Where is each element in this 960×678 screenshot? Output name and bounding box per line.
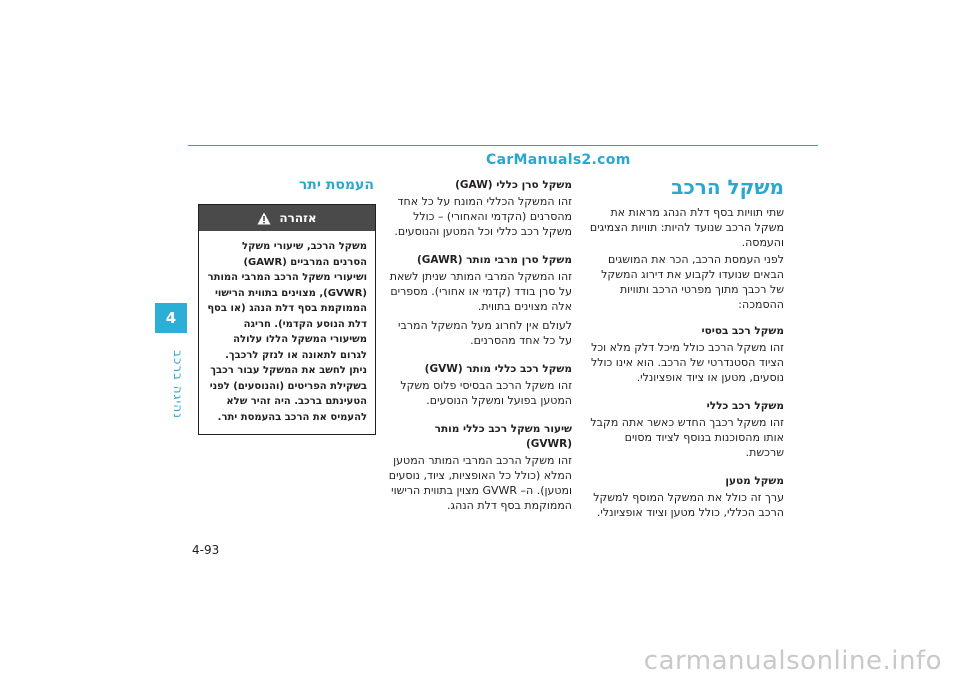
subsection [386, 253, 572, 314]
subsection-heading: משקל רכב בסיסי [701, 325, 784, 337]
section-title-overloading: העמסת יתר [298, 177, 374, 193]
subsection-text: זהו משקל הרכב כולל מיכל דלק מלא וכל הציוד הסטנדרטי של הרכב. הוא אינו כולל נוסעים, מטען או ציוד אופציונלי. [590, 341, 784, 384]
warning-box [198, 204, 376, 435]
subsection-heading: שיעור משקל רכב כללי מותר (GVWR) [434, 423, 572, 450]
right-column [588, 175, 784, 534]
warning-triangle-icon [257, 212, 271, 225]
intro-paragraph-2: לפני העמסת הרכב, הכר את המושגים הבאים שנועדו לקבוע את דירוג המשקל של רכבך מתוך מפרטי הרכב ותוויות ההסמכה: [601, 253, 784, 311]
page-number: 4-93 [192, 543, 220, 557]
subsection-text: זהו משקל הרכב הבסיסי פלוס משקל המטען בפועל ומשקל הנוסעים. [400, 379, 572, 407]
subsection-heading: משקל מטען [725, 475, 784, 487]
subsection [588, 399, 784, 460]
middle-column [386, 178, 572, 527]
chapter-tab: 4 [155, 303, 187, 333]
warning-header [199, 205, 375, 231]
subsection-heading: משקל רכב כללי [706, 400, 784, 412]
subsection-heading: משקל סרן מרבי מותר (GAWR) [416, 254, 572, 266]
subsection [588, 324, 784, 385]
left-column [198, 176, 374, 206]
axle-note: לעולם אין לחרוג מעל המשקל המרבי על כל אחד מהסרנים. [398, 319, 572, 347]
subsection-text: זהו המשקל המרבי המותר שניתן לשאת על סרן בודד (קדמי או אחורי). מספרים אלה מצוינים בתווית. [389, 270, 572, 313]
subsection [588, 474, 784, 520]
subsection-text: ערך זה כולל את המשקל המוסף למשקל הרכב הכללי, כולל מטען וציוד אופציונלי. [593, 491, 784, 519]
subsection-heading: משקל סרן כללי (GAW) [455, 179, 572, 191]
subsection [386, 422, 572, 513]
warning-label: אזהרה [279, 211, 317, 225]
subsection [386, 362, 572, 408]
site-watermark-top[interactable]: CarManuals2.com [486, 152, 631, 168]
section-title-vehicle-weight: משקל הרכב [671, 175, 784, 199]
subsection-heading: משקל רכב כללי מותר (GVW) [424, 363, 572, 375]
subsection-text: זהו המשקל הכללי המונח על כל אחד מהסרנים (הקדמי והאחורי) – כולל משקל רכב כללי וכל המטען והנוסעים. [394, 195, 572, 238]
chapter-label: נהיגה ברכב [171, 350, 185, 419]
site-watermark-bottom[interactable]: carmanualsonline.info [643, 646, 942, 676]
subsection-text: זהו משקל רכבך החדש כאשר אתה מקבל אותו מהסוכנות בנוסף לציוד מסוים שרכשת. [590, 416, 784, 459]
subsection-text: זהו משקל הרכב המרבי המותר המטען המלא (כולל כל האופציות, ציוד, נוסעים ומטען). ה– GVWR מצוין בתווית הרישוי הממוקמת בסף דלת הנהג. [388, 454, 572, 512]
subsection [386, 178, 572, 239]
intro-paragraph: שתי תוויות בסף דלת הנהג מראות את משקל הרכב שנועד להיות: תוויות הצמיגים והעמסה. [589, 206, 784, 249]
warning-text: משקל הרכב, שיעורי משקל הסרנים המרביים (GAWR) ושיעורי משקל הרכב המרבי המותר (GVWR), מצוינים בתווית הרישוי הממוקמת בסף דלת הנהג (או בסף דלת הנוסע הקדמי). חריגה משיעורי המשקל הללו עלולה לגרום לתאונה או לנזק לרכבך. ניתן לחשב את המשקל עבור רכבך בשקילת הפריטים (והנוסעים) לפני הטעינתם ברכב. היה זהיר שלא להעמיס את הרכב בהעמסת יתר. [207, 241, 367, 423]
top-rule [188, 145, 818, 146]
